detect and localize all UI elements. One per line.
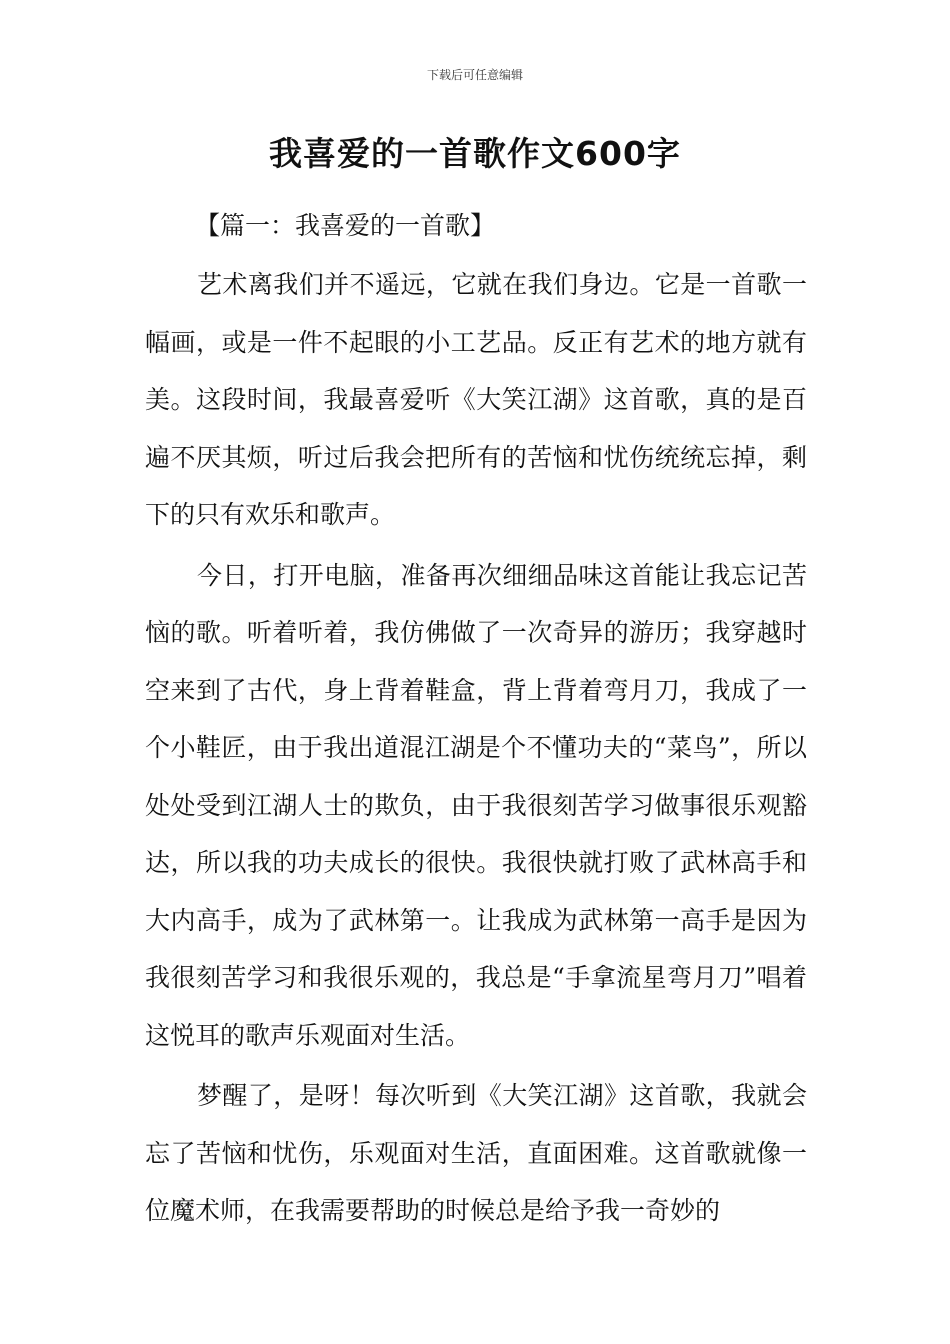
- document-title: 我喜爱的一首歌作文600字: [269, 134, 681, 173]
- document-body: [145, 198, 807, 1243]
- paragraph-3: 梦醒了，是呀！每次听到《大笑江湖》这首歌，我就会忘了苦恼和忧伤，乐观面对生活，直面困难。这首歌就像一位魔术师，在我需要帮助的时候总是给予我一奇妙的: [145, 1081, 807, 1225]
- paragraph-2: 今日，打开电脑，准备再次细细品味这首能让我忘记苦恼的歌。听着听着，我仿佛做了一次奇异的游历；我穿越时空来到了古代，身上背着鞋盒，背上背着弯月刀，我成了一个小鞋匠，由于我出道混江湖是个不懂功夫的“菜鸟”，所以处处受到江湖人士的欺负，由于我很刻苦学习做事很乐观豁达，所以我的功夫成长的很快。我很快就打败了武林高手和大内高手，成为了武林第一。让我成为武林第一高手是因为我很刻苦学习和我很乐观的，我总是“手拿流星弯月刀”唱着这悦耳的歌声乐观面对生活。: [145, 560, 807, 1050]
- paragraph-1: 艺术离我们并不遥远，它就在我们身边。它是一首歌一幅画，或是一件不起眼的小工艺品。反正有艺术的地方就有美。这段时间，我最喜爱听《大笑江湖》这首歌，真的是百遍不厌其烦，听过后我会把所有的苦恼和忧伤统统忘掉，剩下的只有欢乐和歌声。: [145, 270, 807, 529]
- header-note: 下载后可任意编辑: [426, 68, 523, 82]
- section-heading: 【篇一：我喜爱的一首歌】: [195, 211, 496, 240]
